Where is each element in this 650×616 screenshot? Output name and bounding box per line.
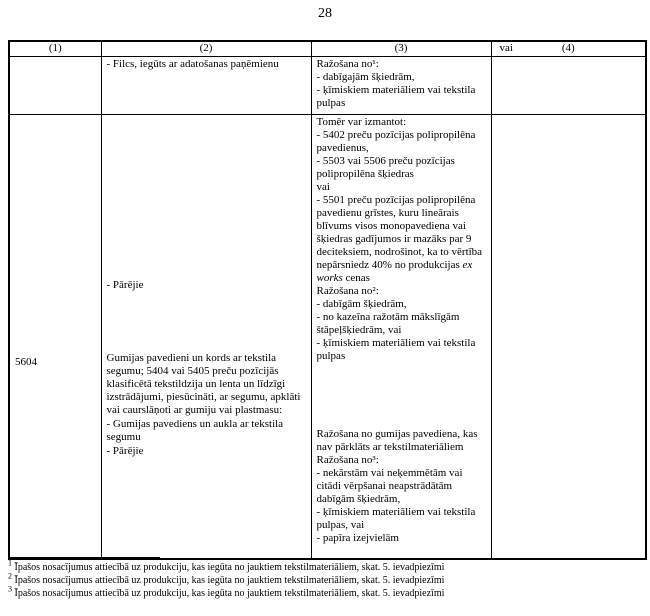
ex-works-term: ex works — [316, 259, 473, 284]
footnote-text: Īpašos nosacījumus attiecībā uz produkciju, kas iegūta no jauktiem tekstilmateriāliem, skat. 5. ievadpiezīmi — [14, 575, 445, 586]
header-col4-label: (4) — [561, 42, 575, 54]
table-row-5604 — [9, 115, 646, 560]
footnote — [8, 558, 640, 574]
heading-code: 5604 — [15, 356, 37, 368]
rule-line: Ražošana no gumijas pavediena, kas nav pārklāts ar tekstilmateriāliem — [316, 428, 478, 453]
rule-line-exworks — [317, 194, 486, 285]
row1-col3 — [311, 57, 491, 115]
footnote — [8, 584, 640, 600]
rule-line: - dabīgām šķiedrām, — [316, 298, 407, 310]
rule-line: Tomēr var izmantot: — [316, 116, 407, 128]
footnote-text: Īpašos nosacījumus attiecībā uz produkciju, kas iegūta no jauktiem tekstilmateriāliem, skat. 5. ievadpiezīmi — [14, 562, 445, 573]
rule-line: - nekārstām vai neķemmētām vai citādi vērpšanai neapstrādātām dabīgām šķiedrām, — [316, 467, 463, 505]
rule-line: Ražošana no²: — [316, 285, 379, 297]
footnote-text: Īpašos nosacījumus attiecībā uz produkciju, kas iegūta no jauktiem tekstilmateriāliem, skat. 5. ievadpiezīmi — [14, 588, 445, 599]
footnote-separator-rule — [8, 557, 160, 558]
header-col1: (1) — [9, 41, 101, 57]
row1-col1 — [9, 57, 101, 115]
header-col2: (2) — [101, 41, 311, 57]
row2-description-line: - Pārējie — [106, 279, 144, 291]
row1-rule-line: - ķīmiskiem materiāliem vai tekstila pulpas — [316, 84, 476, 109]
rule-line: vai — [316, 181, 330, 193]
rule-line: - ķīmiskiem materiāliem vai tekstila pulpas — [316, 337, 476, 362]
rule-text: - 5501 preču pozīcijas polipropilēna pavedienu grīstes, kuru lineārais blīvums visos monopavediena vai šķiedras gadījumos ir mazāks par 9 deciteksiem, nodrošinot, ka to vērtība nepārsniedz 40% no produkcijas — [316, 194, 483, 271]
row1-rule-line: Ražošana no¹: — [316, 58, 379, 70]
footnote-marker: 3 — [8, 584, 12, 594]
header-vai-label: vai — [499, 42, 513, 54]
origin-rules-table — [8, 40, 647, 560]
row2-description-line: - Pārējie — [106, 445, 144, 457]
rule-line: - 5503 vai 5506 preču pozīcijas polipropilēna šķiedras — [316, 155, 455, 180]
rule-line: - 5402 preču pozīcijas polipropilēna pavedienus, — [316, 129, 476, 154]
row2-col3 — [311, 115, 491, 560]
row1-col4 — [491, 57, 646, 115]
rule-line: - papīra izejvielām — [316, 532, 399, 544]
rule-line: - ķīmiskiem materiāliem vai tekstila pulpas, vai — [316, 506, 476, 531]
row1-description: - Filcs, iegūts ar adatošanas paņēmienu — [106, 58, 279, 70]
footnote — [8, 571, 640, 587]
row2-col4 — [491, 115, 646, 560]
row2-col1 — [9, 115, 101, 560]
rule-text: cenas — [342, 272, 370, 284]
row1-rule-line: - dabīgajām šķiedrām, — [316, 71, 415, 83]
footnotes — [8, 558, 640, 600]
footnote-marker: 1 — [8, 558, 12, 568]
row2-col2 — [101, 115, 311, 560]
page-number: 28 — [318, 6, 332, 21]
header-row — [9, 41, 646, 57]
header-col4 — [491, 41, 646, 57]
rule-line: Ražošana no³: — [316, 454, 379, 466]
rule-line: - no kazeīna ražotām mākslīgām štāpeļšķiedrām, vai — [316, 311, 460, 336]
header-col3: (3) — [311, 41, 491, 57]
table-row-filcs — [9, 57, 646, 115]
footnote-marker: 2 — [8, 571, 12, 581]
row2-description-para: Gumijas pavedieni un kords ar tekstila segumu; 5404 vai 5405 preču pozīcijās klasificētā tekstildzija un lenta un līdzīgi izstrādājumi, piesūcināti, ar segumu, apklāti vai caurslāņoti ar gumiju vai plastmasu: — [106, 352, 301, 416]
row1-col2 — [101, 57, 311, 115]
row2-description-line: - Gumijas pavediens un aukla ar tekstila segumu — [106, 418, 284, 443]
